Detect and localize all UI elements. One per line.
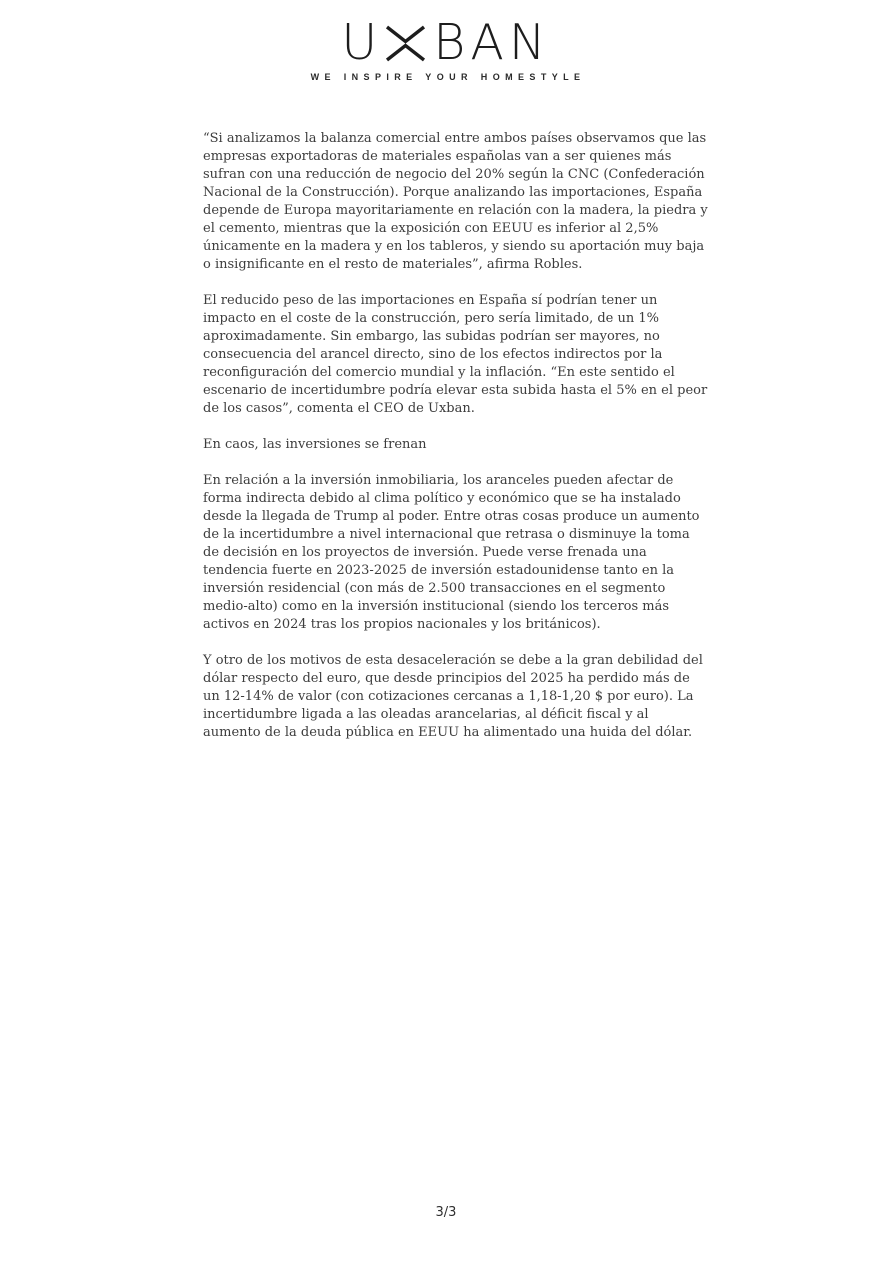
paragraph-inversion-inmobiliaria: En relación a la inversión inmobiliaria, los aranceles pueden afectar de forma indirecta debido al clima político y económico que se ha instalado desde la llegada de Trump al poder. Entre otras cosas produce un aumento de la incertidumbre a nivel internacional que retrasa o disminuye la toma de decisión en los proyectos de inversión. Puede verse frenada una tendencia fuerte en 2023-2025 de inversión estadounidense tanto en la inversión residencial (con más de 2.500 transacciones en el segmento medio-alto) como en la inversión institucional (siendo los terceros más activos en 2024 tras los propios nacionales y los británicos).: [203, 473, 700, 632]
paragraph-debilidad-dolar: Y otro de los motivos de esta desaceleración se debe a la gran debilidad del dólar respecto del euro, que desde principios del 2025 ha perdido más de un 12-14% de valor (con cotizaciones cercanas a 1,18-1,20 $ por euro). La incertidumbre ligada a las oleadas arancelarias, al déficit fiscal y al aumento de la deuda pública en EEUU ha alimentado una huida del dólar.: [203, 653, 703, 740]
logo-letters-ban: BAN: [433, 14, 551, 71]
paragraph-peso-importaciones: El reducido peso de las importaciones en España sí podrían tener un impacto en el coste de la construcción, pero sería limitado, de un 1% aproximadamente. Sin embargo, las subidas podrían ser mayores, no consecuencia del arancel directo, sino de los efectos indirectos por la reconfiguración del comercio mundial y la inflación. “En este sentido el escenario de incertidumbre podría elevar esta subida hasta el 5% en el peor de los casos”, comenta el CEO de Uxban.: [203, 293, 708, 416]
article-body: [203, 130, 708, 760]
page-number: 3/3: [435, 1205, 457, 1220]
logo-wordmark: [341, 14, 551, 71]
logo-tagline: WE INSPIRE YOUR HOMESTYLE: [310, 72, 586, 82]
uxban-logo: [0, 14, 892, 82]
stylized-x-icon: [385, 25, 426, 62]
section-heading-inversiones: En caos, las inversiones se frenan: [203, 437, 427, 452]
logo-letter-u: U: [341, 14, 383, 71]
paragraph-balanza-comercial: “Si analizamos la balanza comercial entre ambos países observamos que las empresas exportadoras de materiales españolas van a ser quienes más sufran con una reducción de negocio del 20% según la CNC (Confederación Nacional de la Construcción). Porque analizando las importaciones, España depende de Europa mayoritariamente en relación con la madera, la piedra y el cemento, mientras que la exposición con EEUU es inferior al 2,5% únicamente en la madera y en los tableros, y siendo su aportación muy baja o insignificante en el resto de materiales”, afirma Robles.: [203, 131, 708, 272]
